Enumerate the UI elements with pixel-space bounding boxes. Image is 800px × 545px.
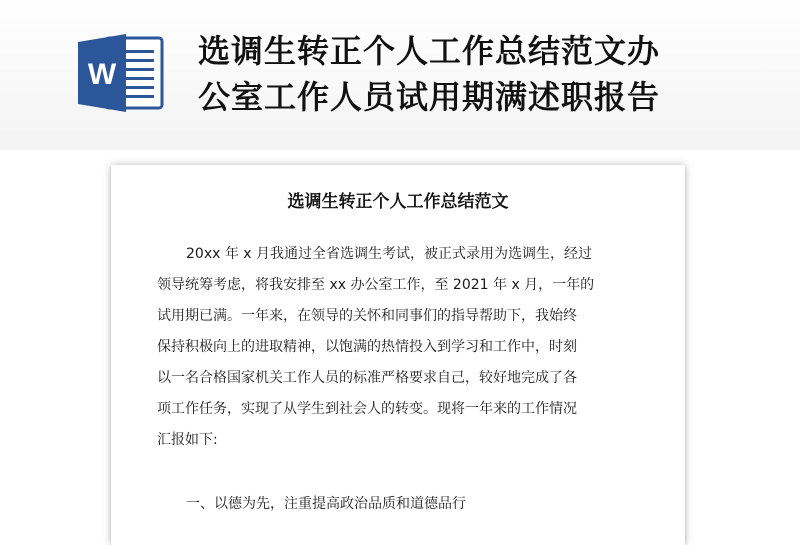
banner-title-line-2: 公室工作人员试用期满述职报告 <box>198 78 661 116</box>
paragraph-line: 试用期已满。一年来，在领导的关怀和同事们的指导帮助下，我始终 <box>157 308 577 324</box>
banner-title <box>198 28 788 120</box>
paragraph-line: 保持积极向上的进取精神，以饱满的热情投入到学习和工作中，时刻 <box>157 339 577 355</box>
word-document-icon <box>76 32 166 114</box>
banner-title-line-1: 选调生转正个人工作总结范文办 <box>198 32 661 70</box>
body-paragraph <box>157 239 647 456</box>
document-title: 选调生转正个人工作总结范文 <box>287 192 509 212</box>
paragraph-line: 项工作任务，实现了从学生到社会人的转变。现将一年来的工作情况 <box>157 401 577 417</box>
paragraph-line: 汇报如下: <box>157 432 218 448</box>
paragraph-line: 以一名合格国家机关工作人员的标准严格要求自己，较好地完成了各 <box>157 370 577 386</box>
word-icon-letter: W <box>87 58 117 91</box>
section-heading: 一、以德为先，注重提高政治品质和道德品行 <box>186 496 466 512</box>
document-page <box>111 165 685 545</box>
paragraph-line: 20xx 年 x 月我通过全省选调生考试，被正式录用为选调生，经过 <box>186 246 593 262</box>
paragraph-line: 领导统筹考虑，将我安排至 xx 办公室工作，至 2021 年 x 月，一年的 <box>157 277 595 293</box>
